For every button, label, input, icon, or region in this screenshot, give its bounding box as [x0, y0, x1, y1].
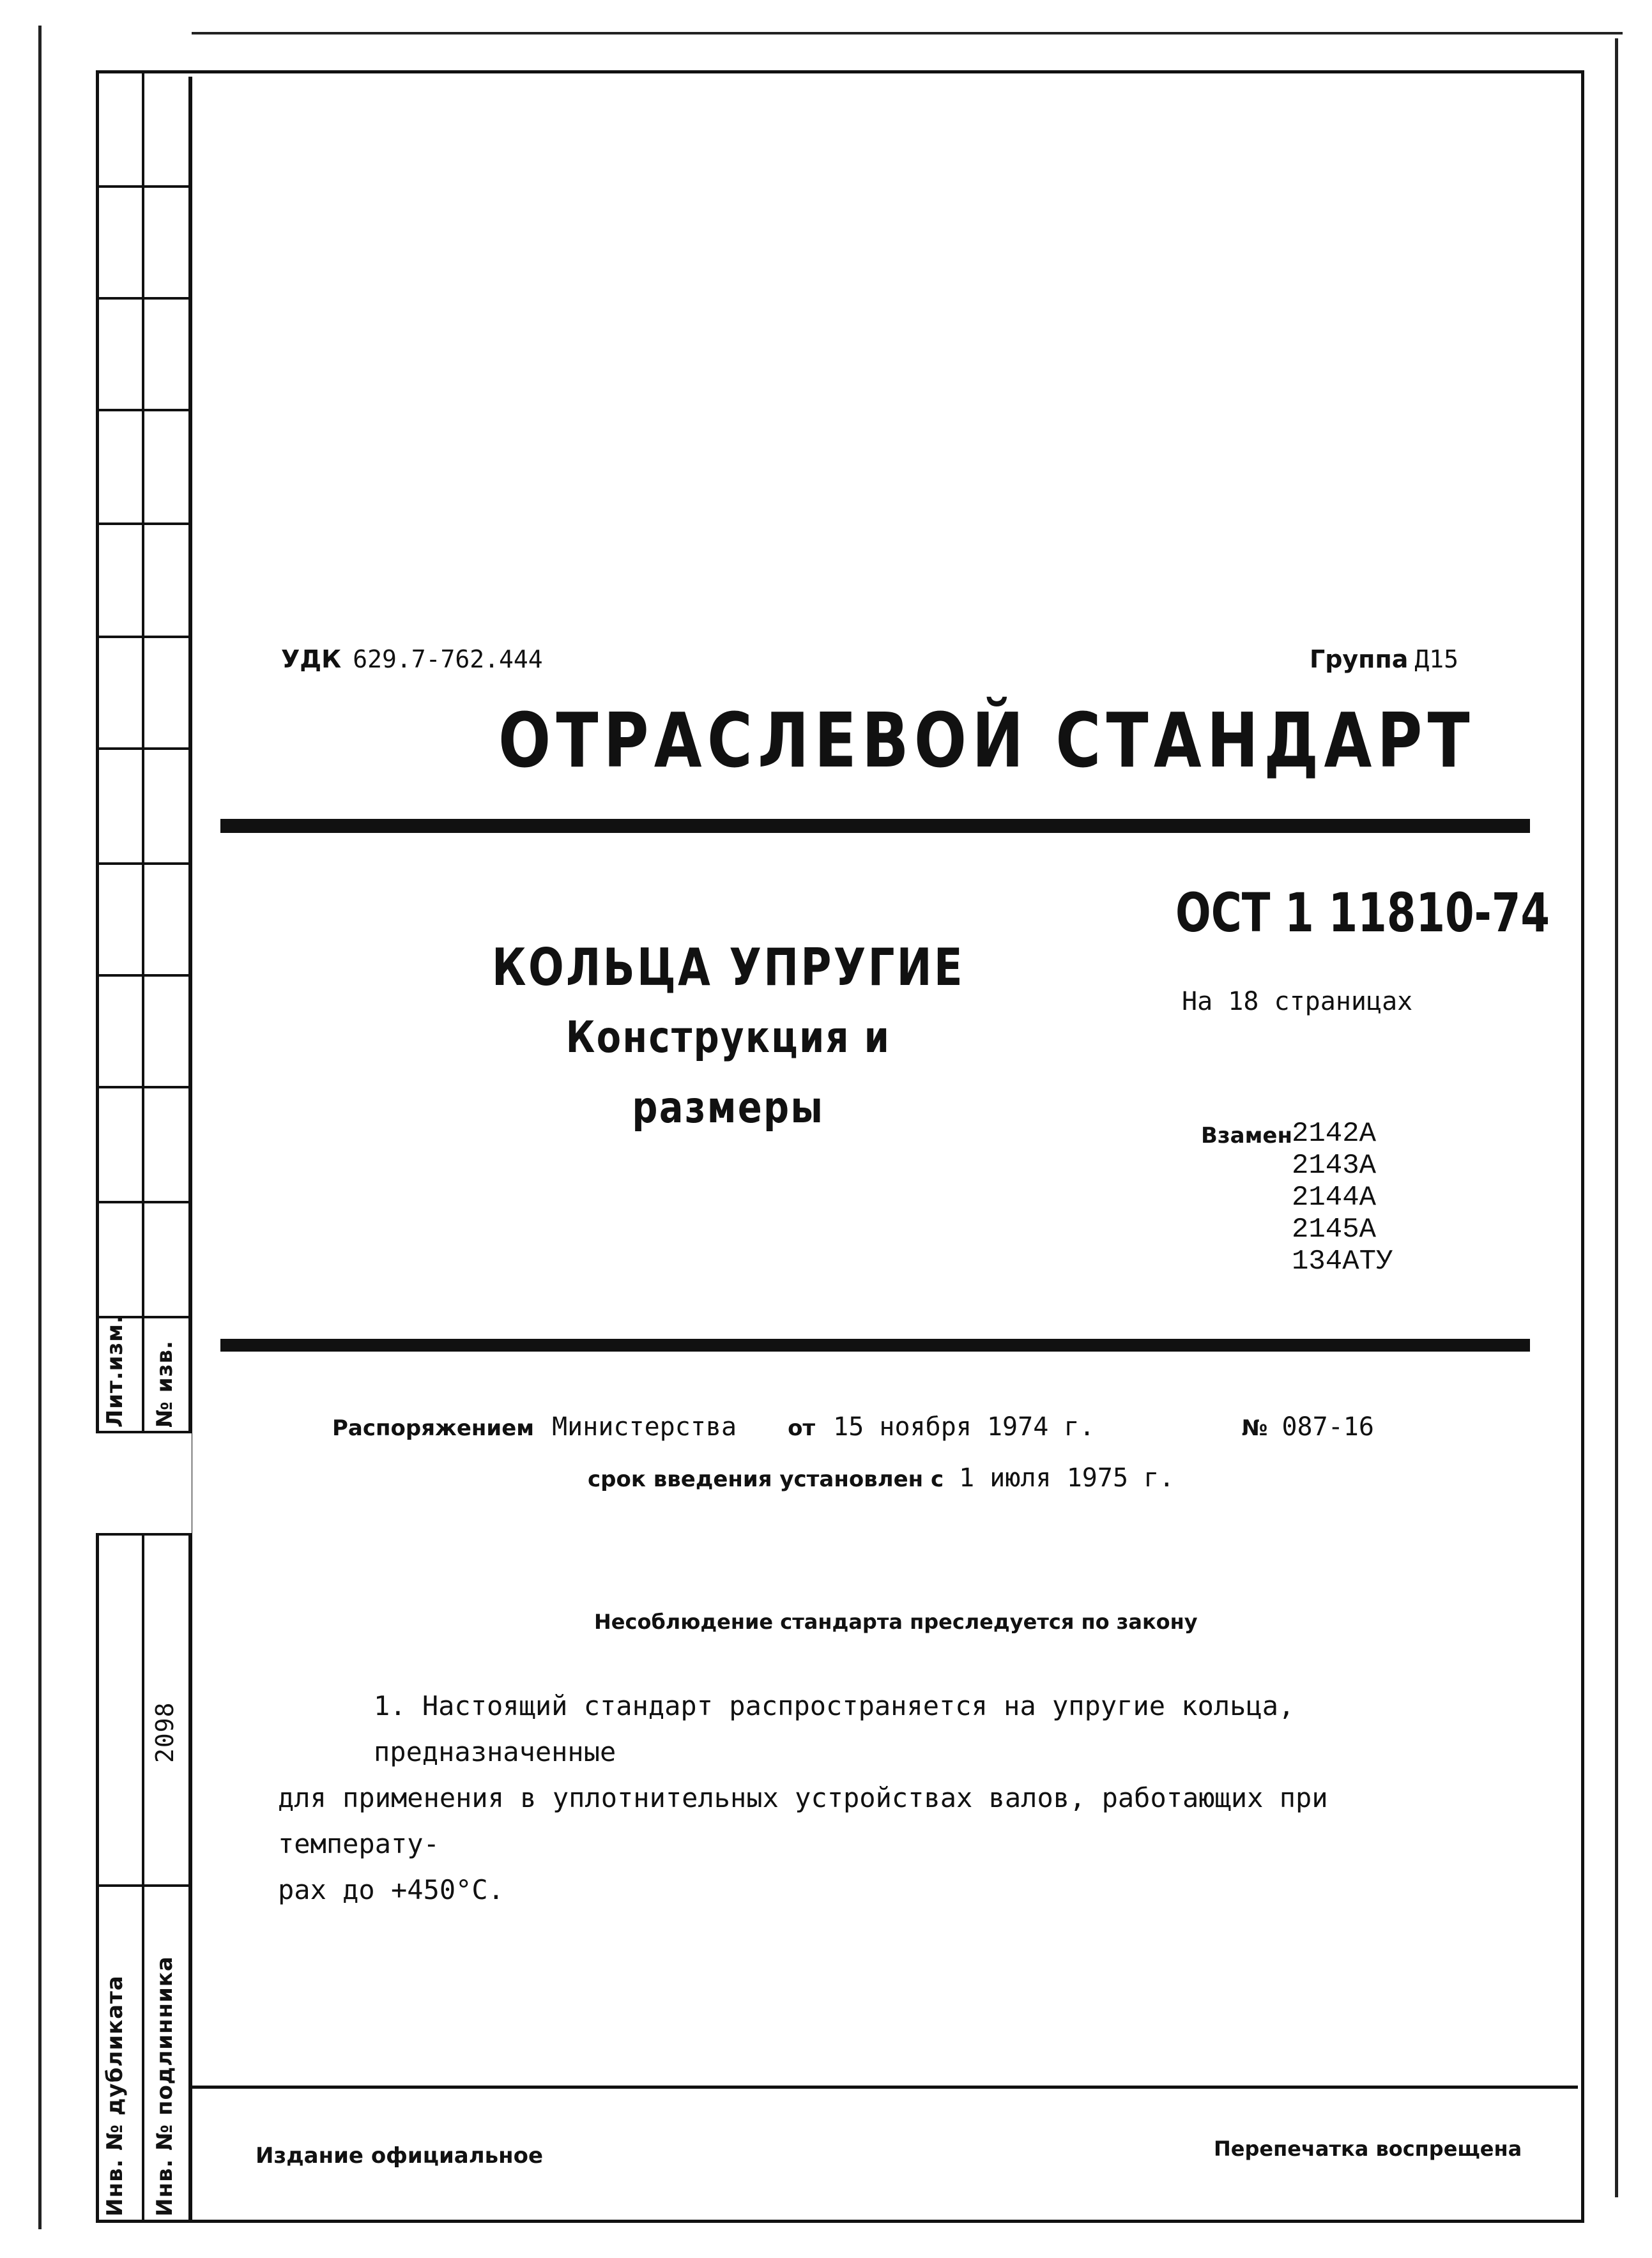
- strip-divider-upper: [142, 70, 144, 1431]
- strip-cell-line: [96, 1086, 188, 1088]
- divider-top: [220, 819, 1530, 833]
- scan-right-edge: [1615, 38, 1618, 2197]
- subject-title: [466, 933, 990, 1143]
- order-number-label: №: [1241, 1415, 1268, 1441]
- scan-left-edge: [38, 26, 42, 2229]
- order-issuer: Министерства: [552, 1412, 737, 1442]
- strip-cell-line: [96, 747, 188, 750]
- footer-official-edition: Издание официальное: [256, 2143, 544, 2169]
- strip-gap-bottom: [96, 1533, 192, 1536]
- strip-cell-line: [96, 1201, 188, 1203]
- page-count: На 18 страницах: [1182, 987, 1413, 1016]
- paragraph-line: 1. Настоящий стандарт распространяется на упругие кольца, предназначенные: [374, 1690, 1295, 1767]
- replaces-list: [1292, 1118, 1393, 1278]
- replaced-standard: 2142А: [1292, 1118, 1377, 1150]
- lit-izm-label: Лит.изм.: [102, 1315, 128, 1428]
- group-line: [1310, 645, 1458, 674]
- group-value: Д15: [1414, 645, 1458, 673]
- scan-top-edge: [192, 32, 1623, 34]
- footer-divider: [192, 2086, 1578, 2089]
- inv-original-label: Инв. № подлинника: [152, 1956, 178, 2216]
- strip-gap: [96, 1433, 192, 1533]
- strip-cell-line: [96, 185, 188, 188]
- strip-cell-line: [96, 297, 188, 300]
- udk-value: 629.7-762.444: [353, 645, 543, 673]
- subject-line-2: Конструкция и размеры: [565, 1012, 891, 1133]
- strip-cell-line: [96, 409, 188, 411]
- replaced-standard: 2143А: [1292, 1150, 1377, 1182]
- no-izv-label: № изв.: [152, 1340, 178, 1428]
- inv-duplicate-label: Инв. № дубликата: [102, 1975, 128, 2216]
- effective-line: [588, 1463, 1174, 1493]
- order-number: 087-16: [1281, 1412, 1374, 1442]
- law-notice: Несоблюдение стандарта преследуется по закону: [594, 1610, 1198, 1634]
- strip-cell-line: [96, 636, 188, 638]
- page-title: ОТРАСЛЕВОЙ СТАНДАРТ: [498, 696, 1475, 784]
- effective-label: срок введения установлен с: [588, 1467, 944, 1492]
- standard-number: ОСТ 1 11810-74: [1175, 881, 1550, 944]
- order-date: 15 ноября 1974 г.: [833, 1412, 1095, 1442]
- udk-label: УДК: [281, 645, 342, 673]
- replaces-label: Взамен: [1201, 1123, 1292, 1148]
- replaced-standard: 2144А: [1292, 1182, 1377, 1214]
- paragraph-line: рах до +450°С.: [278, 1874, 505, 1905]
- footer-reprint-prohibited: Перепечатка воспрещена: [1214, 2137, 1522, 2161]
- order-from-label: от: [788, 1415, 816, 1441]
- strip-divider-lower: [142, 1533, 144, 2223]
- order-line: [332, 1412, 1374, 1442]
- group-label: Группа: [1310, 645, 1409, 673]
- udk-line: [281, 645, 543, 674]
- divider-middle: [220, 1339, 1530, 1352]
- strip-cell-line: [96, 862, 188, 865]
- strip-cell-line: [96, 1884, 188, 1887]
- inventory-number: 2098: [151, 1702, 179, 1763]
- subject-line-1: КОЛЬЦА УПРУГИЕ: [492, 938, 965, 997]
- order-label: Распоряжением: [332, 1415, 535, 1441]
- strip-cell-line: [96, 974, 188, 977]
- strip-cell-line: [96, 523, 188, 525]
- replaced-standard: 134АТУ: [1292, 1246, 1393, 1278]
- effective-date: 1 июля 1975 г.: [959, 1463, 1175, 1493]
- replaced-standard: 2145А: [1292, 1214, 1377, 1246]
- paragraph-1: [278, 1683, 1492, 1913]
- paragraph-line: для применения в уплотнительных устройствах валов, работающих при температу-: [278, 1782, 1328, 1859]
